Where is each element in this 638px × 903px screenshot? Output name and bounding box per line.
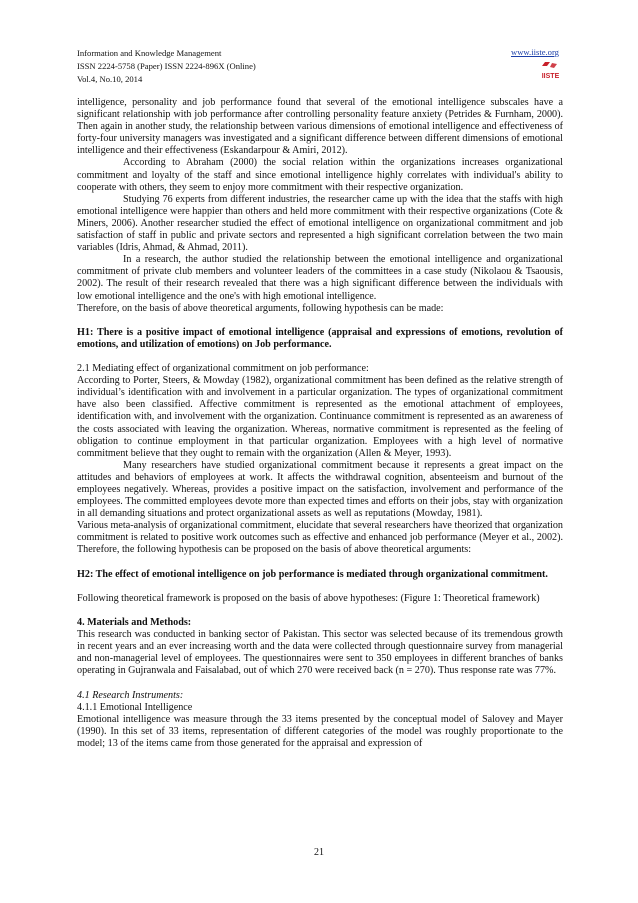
- paragraph: Various meta-analysis of organizational commitment, elucidate that several researchers have theorized that organization commitment is related to positive work outcomes such as effective and enhanced job performance (Meyer et al., 2002). Therefore, the following hypothesis can be proposed on the basis of above theoretical arguments:: [77, 520, 563, 556]
- paragraph: Emotional intelligence was measure through the 33 items presented by the conceptual model of Salovey and Mayer (1990). In this set of 33 items, representation of different categories of the model was roughly proportionate to the model; 13 of the items came from those generated for the appraisal and expression of: [77, 713, 563, 749]
- paragraph: Therefore, on the basis of above theoretical arguments, following hypothesis can be made:: [77, 302, 444, 314]
- hypothesis-2: H2: The effect of emotional intelligence on job performance is mediated through organizational commitment.: [77, 568, 548, 580]
- issn-line: ISSN 2224-5758 (Paper) ISSN 2224-896X (Online): [77, 61, 256, 71]
- iiste-logo-icon: [541, 61, 560, 81]
- running-header: [77, 47, 256, 86]
- paragraph: According to Abraham (2000) the social relation within the organizations increases organizational commitment and loyalty of the staff and since emotional intelligence highly correlates with individual's ability to cooperate with others, they seem to enjoy more commitment with their respective organization.: [77, 157, 563, 193]
- paragraph: Studying 76 experts from different industries, the researcher came up with the idea that the staffs with high emotional intelligence were happier than others and held more commitment with their respective organizations (Cote & Miners, 2006). Another researcher studied the effect of emotional intelligence on organizational commitment and job satisfaction of staff in public and private sectors and represented a high significant correlation between the two main variables (Idris, Ahmad, & Ahmad, 2011).: [77, 193, 563, 254]
- logo-text: IISTE: [541, 73, 560, 80]
- section-4-1-title: 4.1 Research Instruments:: [77, 689, 184, 701]
- page-number: 21: [314, 847, 324, 858]
- page-body: [77, 97, 563, 750]
- journal-url-link[interactable]: www.iiste.org: [511, 47, 559, 57]
- section-4-title: 4. Materials and Methods:: [77, 617, 192, 629]
- paragraph: This research was conducted in banking sector of Pakistan. This sector was selected because of its tremendous growth in recent years and an ever increasing worth and the data were collected through questionnaire survey from managerial and non-managerial level of employees. The questionnaires were sent to 350 employees in different branches of banks operating in Gujranwala and Faisalabad, out of which 270 were received back (n = 270). Thus response rate was 77%.: [77, 629, 563, 677]
- paragraph: In a research, the author studied the relationship between the emotional intelligence and organizational commitment of private club members and volunteer leaders of the committees in a case study (Nikolaou & Tsaousis, 2002). The result of their research revealed that there was a high significant difference between the individuals with low emotional intelligence and the one's with high emotional intelligence.: [77, 254, 563, 302]
- paragraph: Following theoretical framework is proposed on the basis of above hypotheses: (Figure 1: Theoretical framework): [77, 592, 540, 604]
- paragraph: intelligence, personality and job performance found that several of the emotional intelligence subscales have a significant relationship with job performance after controlling personality feature anxiety (Petrides & Furnham, 2000). Then again in another study, the relationship between various dimensions of emotional intelligence and effectiveness of forty-four university managers was investigated and a significant difference between different dimensions of emotional intelligence and their effectiveness (Eskandarpour & Amiri, 2012).: [77, 97, 563, 157]
- paragraph: According to Porter, Steers, & Mowday (1982), organizational commitment has been defined as the relative strength of individual’s identification with and involvement in a particular organization. The types of organizational commitment have also been classified. Affective commitment is represented as the emotional attachment of employees, identification with, and involvement with the organization. Continuance commitment is represented as an awareness of the costs associated with leaving the organization. Whereas, normative commitment is represented as the feeling of obligation to continue employment in that particular organization. Employees with a high level of normative commitment believe that they ought to remain with the organization (Allen & Meyer, 1993).: [77, 375, 563, 459]
- volume-line: Vol.4, No.10, 2014: [77, 74, 143, 84]
- section-4-1-1-title: 4.1.1 Emotional Intelligence: [77, 701, 193, 713]
- hypothesis-1: H1: There is a positive impact of emotional intelligence (appraisal and expressions of emotions, revolution of emotions, and utilization of emotions) on Job performance.: [77, 326, 563, 350]
- journal-name: Information and Knowledge Management: [77, 48, 222, 58]
- section-2-1-title: 2.1 Mediating effect of organizational commitment on job performance:: [77, 363, 369, 375]
- paragraph: Many researchers have studied organizational commitment because it represents a great impact on the attitudes and behaviors of employees at work. It affects the withdrawal cognition, absenteeism and burnout of the employees negatively. Whereas, provides a positive impact on the satisfaction, involvement and performance of the employees. The committed employees devote more than expected times and efforts on their jobs, stay with organization in all demanding situations and protect organizational assets as well as reputations (Mowday, 1981).: [77, 459, 563, 520]
